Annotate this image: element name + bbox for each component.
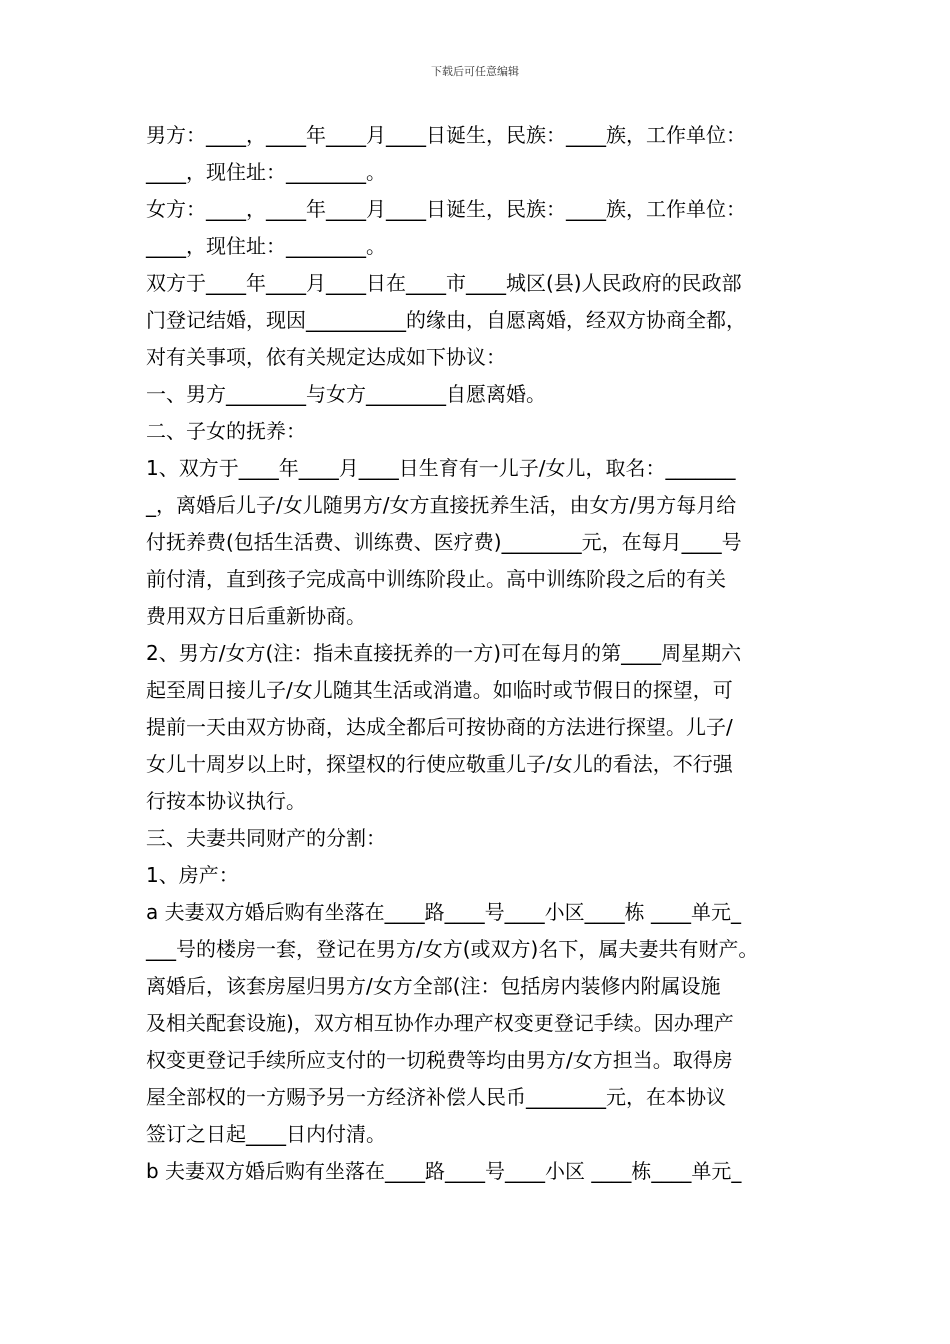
text-line: _，离婚后儿子/女儿随男方/女方直接抚养生活，由女方/男方每月给 xyxy=(146,493,737,517)
text-line: 提前一天由双方协商，达成全都后可按协商的方法进行探望。儿子/ xyxy=(146,715,733,739)
document-body xyxy=(146,117,826,1190)
text-line: ____，现住址：________。 xyxy=(146,234,386,258)
text-line: 离婚后，该套房屋归男方/女方全部(注：包括房内装修内附属设施 xyxy=(146,974,721,998)
text-line: 男方：____，____年____月____日诞生，民族：____族，工作单位： xyxy=(146,123,746,147)
text-line: 1、房产： xyxy=(146,863,239,887)
text-line: 2、男方/女方(注：指未直接抚养的一方)可在每月的第____周星期六 xyxy=(146,641,742,665)
text-line: 一、男方________与女方________自愿离婚。 xyxy=(146,382,546,406)
text-line: 女方：____，____年____月____日诞生，民族：____族，工作单位： xyxy=(146,197,746,221)
text-line: 费用双方日后重新协商。 xyxy=(146,604,366,628)
text-line: 对有关事项，依有关规定达成如下协议： xyxy=(146,345,506,369)
text-line: 屋全部权的一方赐予另一方经济补偿人民币________元，在本协议 xyxy=(146,1085,726,1109)
text-line: 1、双方于____年____月____日生育有一儿子/女儿，取名：_______ xyxy=(146,456,736,480)
text-line: 签订之日起____日内付清。 xyxy=(146,1122,386,1146)
text-line: a 夫妻双方婚后购有坐落在____路____号____小区____栋 ____单元_ xyxy=(146,900,741,924)
text-line: 权变更登记手续所应支付的一切税费等均由男方/女方担当。取得房 xyxy=(146,1048,733,1072)
text-line: 前付清，直到孩子完成高中训练阶段止。高中训练阶段之后的有关 xyxy=(146,567,726,591)
text-line: b 夫妻双方婚后购有坐落在____路____号____小区 ____栋____单元_ xyxy=(146,1159,742,1183)
text-line: 双方于____年____月____日在____市____城区(县)人民政府的民政部 xyxy=(146,271,742,295)
text-line: 及相关配套设施)，双方相互协作办理产权变更登记手续。因办理产 xyxy=(146,1011,734,1035)
text-line: 起至周日接儿子/女儿随其生活或消遣。如临时或节假日的探望，可 xyxy=(146,678,733,702)
page-header: 下载后可任意编辑 xyxy=(431,65,519,78)
text-line: 女儿十周岁以上时，探望权的行使应敬重儿子/女儿的看法，不行强 xyxy=(146,752,733,776)
text-line: ____，现住址：________。 xyxy=(146,160,386,184)
text-line: 行按本协议执行。 xyxy=(146,789,306,813)
text-line: 二、子女的抚养： xyxy=(146,419,306,443)
text-line: 门登记结婚，现因__________的缘由，自愿离婚，经双方协商全都， xyxy=(146,308,746,332)
text-line: 三、夫妻共同财产的分割： xyxy=(146,826,386,850)
text-line: 付抚养费(包括生活费、训练费、医疗费)________元，在每月____号 xyxy=(146,530,742,554)
text-line: ___号的楼房一套，登记在男方/女方(或双方)名下，属夫妻共有财产。 xyxy=(146,937,759,961)
